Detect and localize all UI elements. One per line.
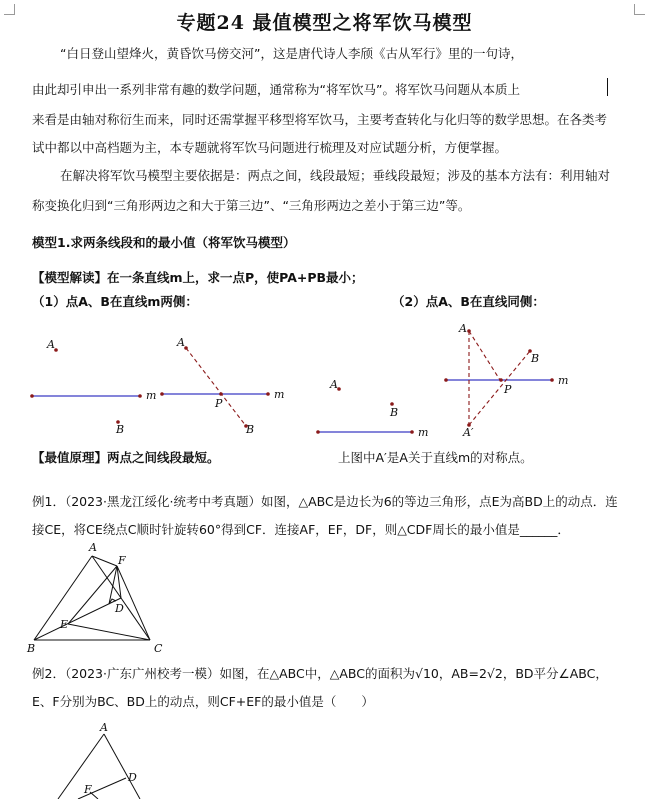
label-a-prime: A′: [463, 426, 474, 439]
example1-line-1: 例1．（2023·黑龙江绥化·统考中考真题）如图，△ABC是边长为6的等边三角形，点E为高BD上的动点．连: [32, 494, 618, 509]
label-b: B: [116, 423, 125, 436]
example1-line-2: 接CE，将CE绕点C顺时针旋转60°得到CF．连接AF，EF，DF，则△CDF周长的最小值是______．: [32, 522, 570, 537]
ex1-label-b: B: [27, 642, 36, 655]
point-p: [499, 378, 503, 382]
point: [444, 378, 448, 382]
label-b: B: [390, 406, 399, 419]
label-p: P: [215, 397, 223, 410]
label-a: A: [47, 338, 55, 351]
label-m: m: [418, 426, 429, 439]
example2-line-1: 例2．（2023·广东广州校考一模）如图，在△ABC中，△ABC的面积为√10，AB=2√2，BD平分∠ABC，: [32, 666, 608, 681]
example2-figure: [58, 734, 140, 799]
point: [30, 394, 34, 398]
point: [410, 430, 414, 434]
point: [138, 394, 142, 398]
ex1-label-a: A: [89, 541, 97, 554]
segment-aprime-b: [469, 351, 530, 425]
ex2-label-f: F: [84, 783, 92, 796]
ex1-label-c: C: [154, 642, 163, 655]
ex1-label-d: D: [115, 602, 124, 615]
intro-line-6: 称变换化归到“三角形两边之和大于第三边”、“三角形两边之差小于第三边”等。: [32, 198, 471, 213]
label-p: P: [504, 383, 512, 396]
point-p: [219, 392, 223, 396]
case2-label: （2）点A、B在直线同侧：: [392, 294, 545, 309]
label-a: A: [330, 378, 338, 391]
intro-line-3: 来看是由轴对称衍生而来，同时还需掌握平移型将军饮马，主要考查转化与化归等的数学思想。在各类考: [32, 112, 608, 127]
label-b: B: [531, 352, 540, 365]
point: [266, 392, 270, 396]
segment-ab: [186, 348, 246, 426]
reflection-note: 上图中A′是A关于直线m的对称点。: [338, 450, 533, 465]
intro-line-1: “白日登山望烽火，黄昏饮马傍交河”，这是唐代诗人李颀《古从军行》里的一句诗，: [60, 46, 523, 61]
principle-text: [32, 448, 220, 466]
point-a: [467, 329, 471, 333]
ex2-label-d: D: [128, 771, 137, 784]
label-m: m: [146, 389, 157, 402]
page-title: 专题24 最值模型之将军饮马模型: [176, 12, 473, 34]
label-m: m: [558, 374, 569, 387]
point: [160, 392, 164, 396]
intro-line-2: 由此却引申出一系列非常有趣的数学问题，通常称为“将军饮马”。将军饮马问题从本质上: [32, 82, 520, 97]
figure-opposite-sides-solution: [160, 336, 284, 436]
ex1-label-e: E: [60, 618, 69, 631]
label-a: A: [177, 336, 185, 349]
figure-same-side: [316, 378, 428, 439]
label-b: B: [246, 423, 255, 436]
point: [316, 430, 320, 434]
figure-opposite-sides: [30, 338, 156, 436]
example2-line-2: E、F分别为BC、BD上的动点，则CF+EF的最小值是（ ）: [32, 694, 374, 709]
intro-line-5: 在解决将军饮马模型主要依据是：两点之间，线段最短；垂线段最短；涉及的基本方法有：利用轴对: [60, 168, 611, 183]
ex2-label-a: A: [100, 721, 108, 734]
segment-ap: [469, 331, 500, 380]
label-m: m: [274, 388, 285, 401]
figure-same-side-solution: [444, 322, 568, 439]
model1-heading: 模型1.求两条线段和的最小值（将军饮马模型）: [32, 235, 296, 250]
label-a: A: [459, 322, 467, 335]
principle: 【最值原理】两点之间线段最短。: [32, 450, 220, 465]
ex1-label-f: F: [118, 554, 126, 567]
intro-line-4: 试中都以中高档题为主，本专题就将军饮马问题进行梳理及对应试题分析，方便掌握。: [32, 140, 508, 155]
point: [550, 378, 554, 382]
model-reading: 【模型解读】在一条直线m上，求一点P，使PA+PB最小；: [32, 270, 364, 285]
example1-figure: [34, 556, 150, 640]
case1-label: （1）点A、B在直线m两侧：: [32, 294, 198, 309]
